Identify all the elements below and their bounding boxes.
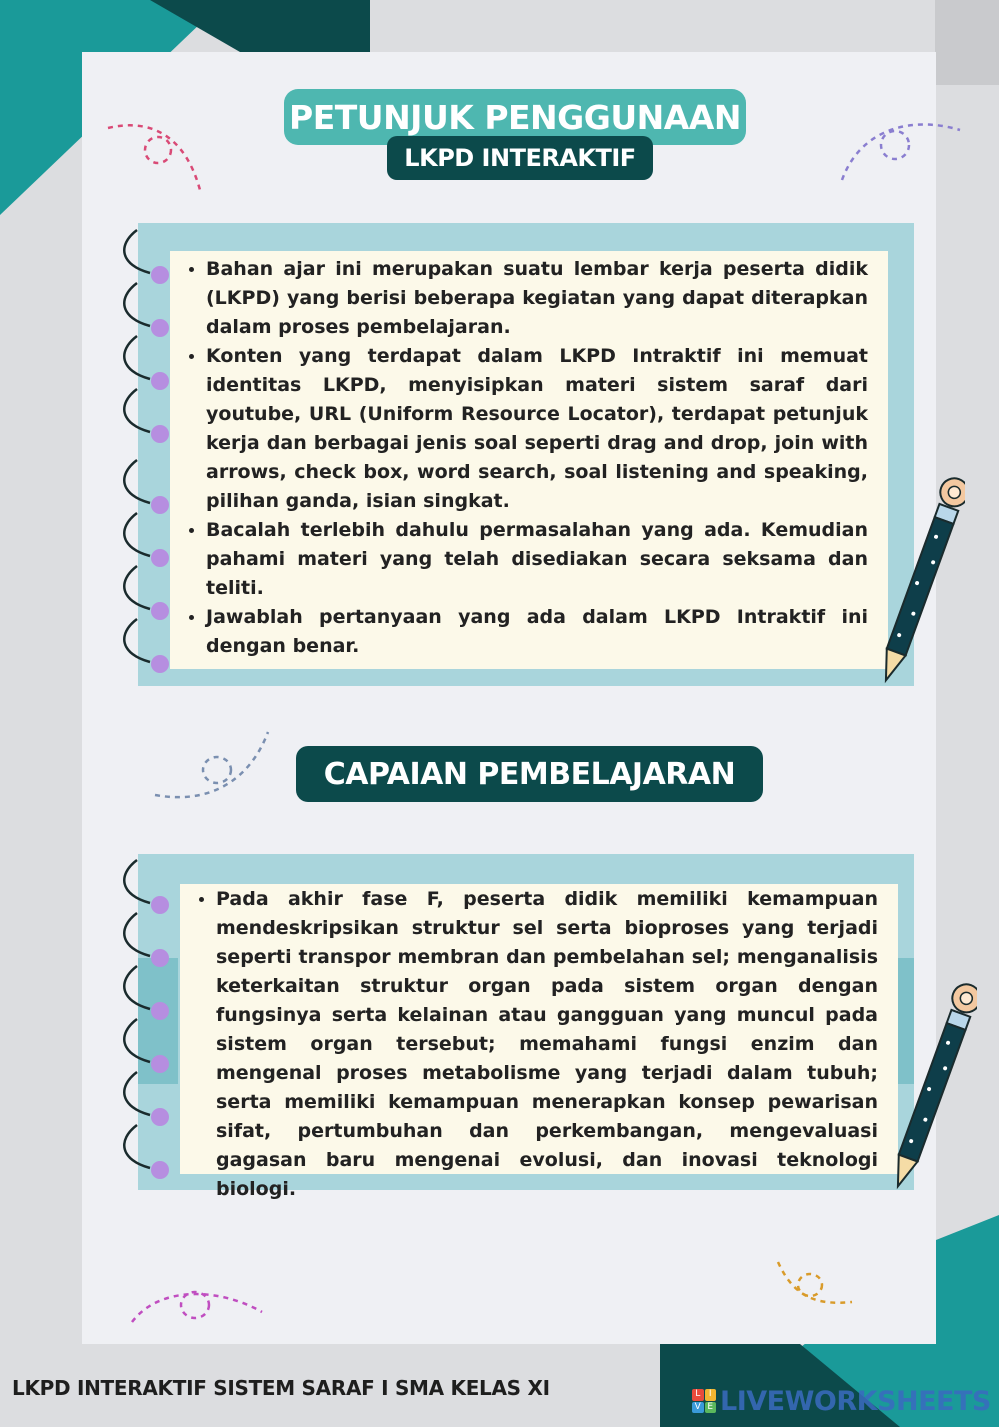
watermark-text: LIVEWORKSHEETS — [720, 1385, 991, 1417]
list-item: • Jawablah pertanyaan yang ada dalam LKPD Intraktif ini dengan benar. — [206, 603, 868, 661]
capaian-list — [180, 884, 878, 1204]
logo-letter: I — [705, 1389, 717, 1401]
list-item: • Bahan ajar ini merupakan suatu lembar kerja peserta didik (LKPD) yang berisi beberapa kegiatan yang dapat diterapkan dalam proses pembelajaran. — [206, 255, 868, 342]
list-item: • Konten yang terdapat dalam LKPD Intraktif ini memuat identitas LKPD, menyisipkan materi sistem saraf dari youtube, URL (Uniform Resource Locator), terdapat petunjuk kerja dan berbagai jenis soal seperti drag and drop, join with arrows, check box, word search, soal listening and speaking, pilihan ganda, isian singkat. — [206, 342, 868, 516]
logo-letter: V — [692, 1402, 704, 1414]
instructions-list — [170, 251, 868, 661]
page-title: PETUNJUK PENGGUNAAN — [284, 89, 746, 145]
spiral-binding-top — [115, 225, 185, 695]
liveworksheets-watermark[interactable] — [692, 1385, 991, 1417]
footer-caption: LKPD INTERAKTIF SISTEM SARAF I SMA KELAS XI — [12, 1376, 550, 1400]
page-subtitle: LKPD INTERAKTIF — [387, 136, 653, 180]
logo-letter: E — [705, 1402, 717, 1414]
capaian-paper — [180, 884, 898, 1200]
instructions-paper — [170, 251, 888, 669]
list-item: • Pada akhir fase F, peserta didik memiliki kemampuan mendeskripsikan struktur sel serta bioproses yang terjadi seperti transpor membran dan pembelahan sel; menganalisis keterkaitan struktur organ pada sistem organ dengan fungsinya serta kelainan atau gangguan yang muncul pada sistem organ tersebut; memahami fungsi enzim dan mengenal proses metabolisme yang terjadi dalam tubuh; serta memiliki kemampuan menerapkan konsep pewarisan sifat, pertumbuhan dan perkembangan, mengevaluasi gagasan baru mengenai evolusi, dan inovasi teknologi biologi. — [216, 885, 878, 1204]
pen-icon — [865, 462, 965, 692]
section-title-capaian: CAPAIAN PEMBELAJARAN — [296, 746, 763, 802]
spiral-binding-bottom — [115, 855, 185, 1195]
logo-letter: L — [692, 1389, 704, 1401]
pen-icon — [877, 968, 977, 1198]
list-item: • Bacalah terlebih dahulu permasalahan yang ada. Kemudian pahami materi yang telah disediakan secara seksama dan teliti. — [206, 516, 868, 603]
liveworksheets-logo-icon — [692, 1389, 716, 1413]
